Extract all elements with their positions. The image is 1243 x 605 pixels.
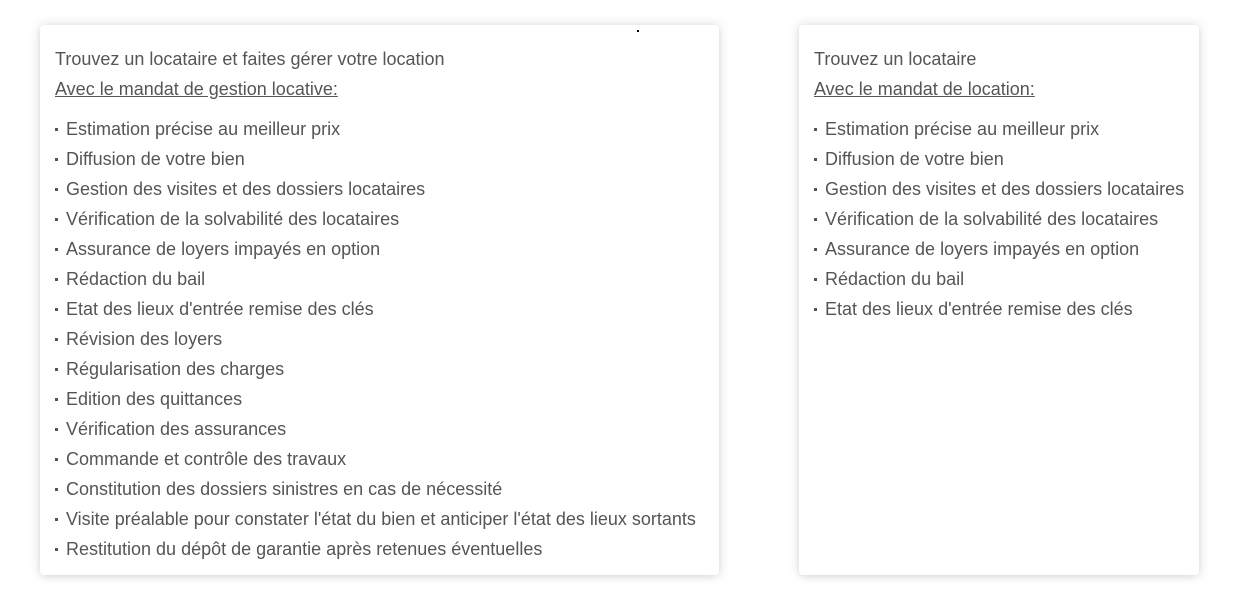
bullet-icon xyxy=(814,218,817,221)
bullet-icon xyxy=(55,398,58,401)
bullet-icon xyxy=(55,188,58,191)
list-item xyxy=(55,324,719,354)
list-item-label: Rédaction du bail xyxy=(66,269,206,289)
list-item xyxy=(55,114,719,144)
list-item xyxy=(814,174,1199,204)
list-item-label: Etat des lieux d'entrée remise des clés xyxy=(66,299,374,319)
bullet-icon xyxy=(814,278,817,281)
bullet-icon xyxy=(55,218,58,221)
list-item xyxy=(814,234,1199,264)
list-item xyxy=(55,144,719,174)
card-subtitle: Avec le mandat de location: xyxy=(814,79,1035,99)
list-item-label: Révision des loyers xyxy=(66,329,223,349)
feature-list xyxy=(55,114,719,564)
bullet-icon xyxy=(55,248,58,251)
list-item-label: Estimation précise au meilleur prix xyxy=(66,119,341,139)
feature-list xyxy=(814,114,1199,324)
list-item-label: Diffusion de votre bien xyxy=(66,149,245,169)
bullet-icon xyxy=(55,458,58,461)
bullet-icon xyxy=(814,188,817,191)
list-item-label: Commande et contrôle des travaux xyxy=(66,449,347,469)
bullet-icon xyxy=(55,278,58,281)
list-item-label: Gestion des visites et des dossiers locataires xyxy=(66,179,426,199)
bullet-icon xyxy=(814,158,817,161)
card-title: Trouvez un locataire et faites gérer votre location xyxy=(55,49,445,69)
bullet-icon xyxy=(55,128,58,131)
bullet-icon xyxy=(55,488,58,491)
list-item xyxy=(55,414,719,444)
bullet-icon xyxy=(55,428,58,431)
list-item-label: Vérification de la solvabilité des locataires xyxy=(66,209,400,229)
bullet-icon xyxy=(814,248,817,251)
bullet-icon xyxy=(55,308,58,311)
list-item-label: Assurance de loyers impayés en option xyxy=(66,239,381,259)
list-item xyxy=(55,384,719,414)
list-item xyxy=(55,504,719,534)
bullet-icon xyxy=(55,548,58,551)
list-item-label: Edition des quittances xyxy=(66,389,243,409)
list-item xyxy=(55,264,719,294)
bullet-icon xyxy=(814,128,817,131)
list-item-label: Rédaction du bail xyxy=(825,269,965,289)
list-item xyxy=(814,264,1199,294)
list-item-label: Régularisation des charges xyxy=(66,359,285,379)
bullet-icon xyxy=(55,158,58,161)
list-item-label: Estimation précise au meilleur prix xyxy=(825,119,1100,139)
list-item-label: Etat des lieux d'entrée remise des clés xyxy=(825,299,1133,319)
list-item-label: Visite préalable pour constater l'état du bien et anticiper l'état des lieux sortants xyxy=(66,509,696,529)
list-item xyxy=(55,174,719,204)
list-item xyxy=(814,294,1199,324)
list-item xyxy=(55,354,719,384)
gestion-locative-card xyxy=(40,25,719,575)
card-title: Trouvez un locataire xyxy=(814,49,977,69)
card-subtitle: Avec le mandat de gestion locative: xyxy=(55,79,338,99)
list-item-label: Vérification des assurances xyxy=(66,419,287,439)
bullet-icon xyxy=(55,518,58,521)
list-item xyxy=(55,534,719,564)
bullet-icon xyxy=(55,368,58,371)
list-item-label: Diffusion de votre bien xyxy=(825,149,1004,169)
bullet-icon xyxy=(55,338,58,341)
bullet-icon xyxy=(814,308,817,311)
list-item-label: Gestion des visites et des dossiers locataires xyxy=(825,179,1185,199)
list-item xyxy=(814,204,1199,234)
list-item xyxy=(814,114,1199,144)
list-item-label: Constitution des dossiers sinistres en cas de nécessité xyxy=(66,479,503,499)
list-item xyxy=(55,204,719,234)
list-item xyxy=(814,144,1199,174)
location-card xyxy=(799,25,1199,575)
list-item-label: Restitution du dépôt de garantie après retenues éventuelles xyxy=(66,539,543,559)
stray-dot xyxy=(637,30,639,32)
list-item-label: Assurance de loyers impayés en option xyxy=(825,239,1140,259)
list-item xyxy=(55,234,719,264)
list-item xyxy=(55,294,719,324)
list-item xyxy=(55,444,719,474)
list-item-label: Vérification de la solvabilité des locataires xyxy=(825,209,1159,229)
list-item xyxy=(55,474,719,504)
